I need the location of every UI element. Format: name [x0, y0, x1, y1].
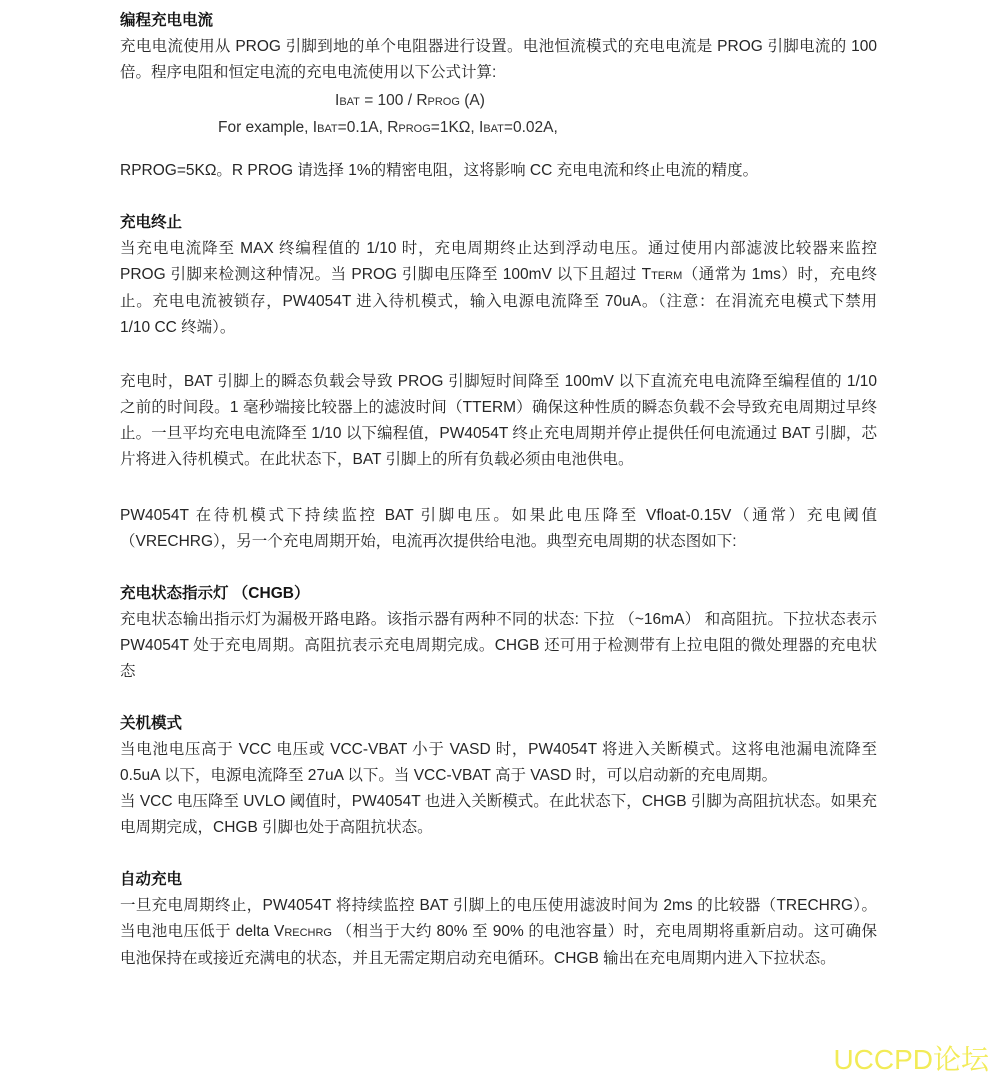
paragraph-chgb-states: 充电状态输出指示灯为漏极开路电路。该指示器有两种不同的状态: 下拉 （~16mA） 和高阻抗。下拉状态表示 PW4054T 处于充电周期。高阻抗表示充电周期完成。CHGB 还可用于检测带有上拉电阻的微处理器的充电状态	[120, 611, 877, 680]
section-charge-status-indicator	[120, 581, 877, 685]
heading-charge-current-programming: 编程充电电流	[120, 12, 214, 29]
formula-ibat: IBAT = 100 / RPROG (A)	[335, 92, 485, 109]
paragraph-termination-threshold: 当充电电流降至 MAX 终编程值的 1/10 时，充电周期终止达到浮动电压。通过使用内部滤波比较器来监控 PROG 引脚来检测这种情况。当 PROG 引脚电压降至 100mV 以下且超过 TTERM（通常为 1ms）时，充电终止。充电电流被锁存，PW4054T 进入待机模式，输入电源电流降至 70uA。（注意：在涓流充电模式下禁用 1/10 CC 终端）。	[120, 240, 877, 336]
section-charge-current-programming	[120, 8, 877, 184]
paragraph-recharge-behavior: 一旦充电周期终止，PW4054T 将持续监控 BAT 引脚上的电压使用滤波时间为 2ms 的比较器（TRECHRG）。当电池电压低于 delta VRECHRG （相当于大约 80% 至 90% 的电池容量）时，充电周期将重新启动。这可确保电池保持在或接近充满电的状态，并且无需定期启动充电循环。CHGB 输出在充电周期内进入下拉状态。	[120, 897, 877, 967]
heading-charge-termination: 充电终止	[120, 214, 183, 231]
section-automatic-recharge	[120, 867, 877, 972]
formula-example: For example, IBAT=0.1A, RPROG=1KΩ, IBAT=0.02A,	[218, 119, 558, 136]
paragraph-shutdown-conditions: 当电池电压高于 VCC 电压或 VCC-VBAT 小于 VASD 时，PW4054T 将进入关断模式。这将电池漏电流降至 0.5uA 以下，电源电流降至 27uA 以下。当 VCC-VBAT 高于 VASD 时，可以启动新的充电周期。	[120, 741, 877, 784]
watermark: UCCPD论坛	[833, 1044, 989, 1075]
paragraph-uvlo-shutdown: 当 VCC 电压降至 UVLO 阈值时，PW4054T 也进入关断模式。在此状态下，CHGB 引脚为高阻抗状态。如果充电周期完成，CHGB 引脚也处于高阻抗状态。	[120, 793, 877, 836]
section-shutdown-mode	[120, 711, 877, 841]
heading-charge-status-indicator: 充电状态指示灯 （CHGB）	[120, 585, 310, 602]
paragraph-rprog-note: RPROG=5KΩ。R PROG 请选择 1%的精密电阻，这将影响 CC 充电电流和终止电流的精度。	[120, 162, 759, 179]
heading-shutdown-mode: 关机模式	[120, 715, 183, 732]
section-charge-termination	[120, 210, 877, 555]
heading-automatic-recharge: 自动充电	[120, 871, 183, 888]
paragraph-standby-monitoring: PW4054T 在待机模式下持续监控 BAT 引脚电压。如果此电压降至 Vfloat-0.15V（通常）充电阈值（VRECHRG），另一个充电周期开始，电流再次提供给电池。典型充电周期的状态图如下:	[120, 507, 877, 550]
paragraph-transient-load: 充电时，BAT 引脚上的瞬态负载会导致 PROG 引脚短时间降至 100mV 以下直流充电电流降至编程值的 1/10 之前的时间段。1 毫秒端接比较器上的滤波时间（TTERM）确保这种性质的瞬态负载不会导致充电周期过早终止。一旦平均充电电流降至 1/10 以下编程值，PW4054T 终止充电周期并停止提供任何电流通过 BAT 引脚，芯片将进入待机模式。在此状态下，BAT 引脚上的所有负载必须由电池供电。	[120, 373, 877, 468]
paragraph-charge-current-setting: 充电电流使用从 PROG 引脚到地的单个电阻器进行设置。电池恒流模式的充电电流是 PROG 引脚电流的 100 倍。程序电阻和恒定电流的充电电流使用以下公式计算:	[120, 38, 877, 81]
